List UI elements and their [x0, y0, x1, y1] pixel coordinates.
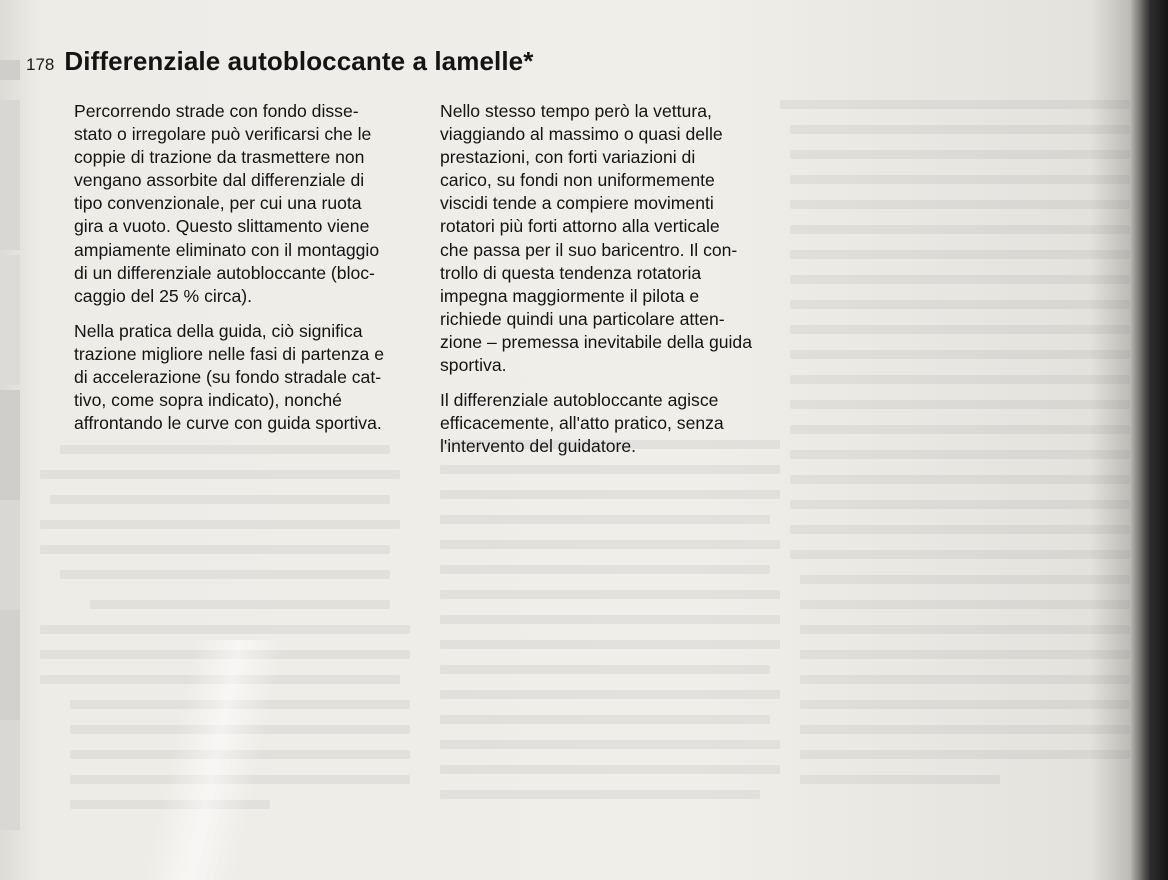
thumb-index-tab [0, 500, 20, 610]
text-line: di accelerazione (su fondo stradale cat- [74, 367, 382, 388]
text-line: sportiva. [440, 355, 507, 376]
page-number: 178 [26, 55, 55, 74]
text-line: coppie di trazione da trasmettere non [74, 147, 365, 168]
text-line: Nella pratica della guida, ciò significa [74, 320, 363, 341]
text-line: l'intervento del guidatore. [440, 436, 637, 457]
thumb-index-tab [0, 720, 20, 830]
text-line: trollo di questa tendenza rotatoria [440, 262, 702, 283]
thumb-index-tab [0, 390, 20, 500]
text-line: che passa per il suo baricentro. Il con- [440, 239, 738, 260]
text-line: Percorrendo strade con fondo disse- [74, 101, 359, 121]
text-line: rotatori più forti attorno alla verticale [440, 216, 720, 237]
page-header [26, 46, 533, 77]
text-line: ampiamente eliminato con il montaggio [74, 239, 380, 260]
text-column-left [74, 100, 434, 447]
text-line: viscidi tende a compiere movimenti [440, 193, 714, 214]
text-line: tivo, come sopra indicato), nonché [74, 390, 342, 411]
paragraph [440, 100, 800, 377]
text-line: carico, su fondi non uniformemente [440, 170, 715, 191]
paragraph [74, 320, 434, 435]
page-fold [144, 640, 285, 880]
text-line: vengano assorbite dal differenziale di [74, 170, 365, 191]
text-line: gira a vuoto. Questo slittamento viene [74, 216, 370, 237]
thumb-index-tab [0, 255, 20, 385]
text-line: efficacemente, all'atto pratico, senza [440, 413, 724, 434]
page-title: Differenziale autobloccante a lamelle* [64, 46, 534, 76]
text-line: prestazioni, con forti variazioni di [440, 147, 696, 168]
text-line: impegna maggiormente il pilota e [440, 285, 700, 306]
text-column-right [440, 100, 800, 470]
text-line: tipo convenzionale, per cui una ruota [74, 193, 362, 214]
text-line: Il differenziale autobloccante agisce [440, 390, 719, 411]
thumb-index-tab [0, 610, 20, 720]
text-line: affrontando le curve con guida sportiva. [74, 413, 382, 434]
text-line: caggio del 25 % circa). [74, 285, 252, 306]
text-line: richiede quindi una particolare atten- [440, 308, 725, 329]
text-line: stato o irregolare può verificarsi che le [74, 124, 372, 145]
text-line: viaggiando al massimo o quasi delle [440, 124, 723, 145]
paragraph [74, 100, 434, 308]
text-line: zione – premessa inevitabile della guida [440, 331, 752, 352]
paragraph [440, 389, 800, 458]
thumb-index-tab [0, 60, 20, 80]
thumb-index-tab [0, 100, 20, 250]
text-line: di un differenziale autobloccante (bloc- [74, 262, 375, 283]
text-line: Nello stesso tempo però la vettura, [440, 101, 712, 121]
text-line: trazione migliore nelle fasi di partenza e [74, 343, 385, 364]
